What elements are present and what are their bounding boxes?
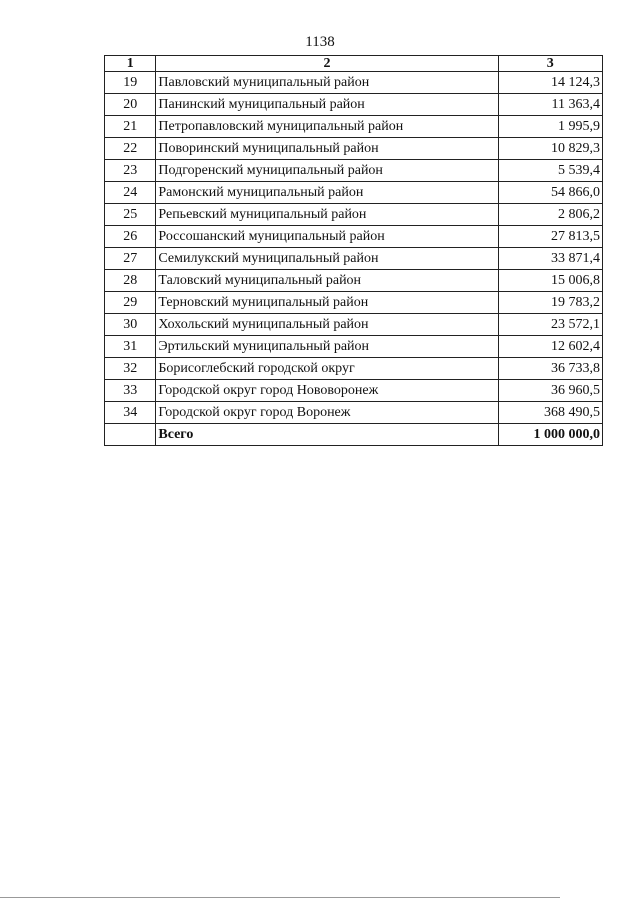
row-number-cell: 22 — [105, 138, 156, 160]
row-name-cell: Борисоглебский городской округ — [156, 358, 498, 380]
row-value-cell: 5 539,4 — [498, 160, 602, 182]
row-value-cell: 33 871,4 — [498, 248, 602, 270]
table-row — [105, 204, 603, 226]
total-number-cell — [105, 424, 156, 446]
table-row — [105, 94, 603, 116]
row-name-cell: Поворинский муниципальный район — [156, 138, 498, 160]
row-number-cell: 30 — [105, 314, 156, 336]
row-value-cell: 27 813,5 — [498, 226, 602, 248]
table-row — [105, 226, 603, 248]
row-name-cell: Эртильский муниципальный район — [156, 336, 498, 358]
page-bottom-edge — [0, 897, 560, 898]
table-row — [105, 292, 603, 314]
row-name-cell: Таловский муниципальный район — [156, 270, 498, 292]
row-name-cell: Репьевский муниципальный район — [156, 204, 498, 226]
row-name-cell: Городской округ город Нововоронеж — [156, 380, 498, 402]
row-name-cell: Павловский муниципальный район — [156, 72, 498, 94]
table-row — [105, 182, 603, 204]
row-name-cell: Хохольский муниципальный район — [156, 314, 498, 336]
column-header-1: 1 — [105, 56, 156, 72]
table-header-row — [105, 56, 603, 72]
row-value-cell: 19 783,2 — [498, 292, 602, 314]
column-header-3: 3 — [498, 56, 602, 72]
row-value-cell: 36 733,8 — [498, 358, 602, 380]
table-row — [105, 248, 603, 270]
row-value-cell: 1 995,9 — [498, 116, 602, 138]
row-value-cell: 12 602,4 — [498, 336, 602, 358]
row-value-cell: 36 960,5 — [498, 380, 602, 402]
row-name-cell: Терновский муниципальный район — [156, 292, 498, 314]
total-row — [105, 424, 603, 446]
page-number: 1138 — [305, 34, 335, 50]
row-number-cell: 31 — [105, 336, 156, 358]
row-number-cell: 24 — [105, 182, 156, 204]
row-name-cell: Рамонский муниципальный район — [156, 182, 498, 204]
table-row — [105, 160, 603, 182]
row-value-cell: 2 806,2 — [498, 204, 602, 226]
row-value-cell: 23 572,1 — [498, 314, 602, 336]
row-number-cell: 33 — [105, 380, 156, 402]
row-name-cell: Панинский муниципальный район — [156, 94, 498, 116]
row-number-cell: 27 — [105, 248, 156, 270]
row-value-cell: 10 829,3 — [498, 138, 602, 160]
row-number-cell: 26 — [105, 226, 156, 248]
table-row — [105, 402, 603, 424]
row-value-cell: 14 124,3 — [498, 72, 602, 94]
row-value-cell: 11 363,4 — [498, 94, 602, 116]
table-row — [105, 72, 603, 94]
row-number-cell: 20 — [105, 94, 156, 116]
row-number-cell: 28 — [105, 270, 156, 292]
row-name-cell: Подгоренский муниципальный район — [156, 160, 498, 182]
row-number-cell: 19 — [105, 72, 156, 94]
row-name-cell: Семилукский муниципальный район — [156, 248, 498, 270]
row-value-cell: 54 866,0 — [498, 182, 602, 204]
row-value-cell: 15 006,8 — [498, 270, 602, 292]
table-row — [105, 358, 603, 380]
column-header-2: 2 — [156, 56, 498, 72]
row-number-cell: 32 — [105, 358, 156, 380]
row-number-cell: 29 — [105, 292, 156, 314]
row-number-cell: 21 — [105, 116, 156, 138]
row-name-cell: Петропавловский муниципальный район — [156, 116, 498, 138]
table-body — [105, 56, 603, 446]
total-value: 1 000 000,0 — [498, 424, 602, 446]
row-number-cell: 25 — [105, 204, 156, 226]
row-name-cell: Городской округ город Воронеж — [156, 402, 498, 424]
table-row — [105, 314, 603, 336]
row-value-cell: 368 490,5 — [498, 402, 602, 424]
row-name-cell: Россошанский муниципальный район — [156, 226, 498, 248]
table-row — [105, 336, 603, 358]
table-row — [105, 116, 603, 138]
table-row — [105, 270, 603, 292]
allocation-table — [104, 55, 603, 446]
table-row — [105, 380, 603, 402]
row-number-cell: 34 — [105, 402, 156, 424]
table-row — [105, 138, 603, 160]
total-label: Всего — [156, 424, 498, 446]
row-number-cell: 23 — [105, 160, 156, 182]
